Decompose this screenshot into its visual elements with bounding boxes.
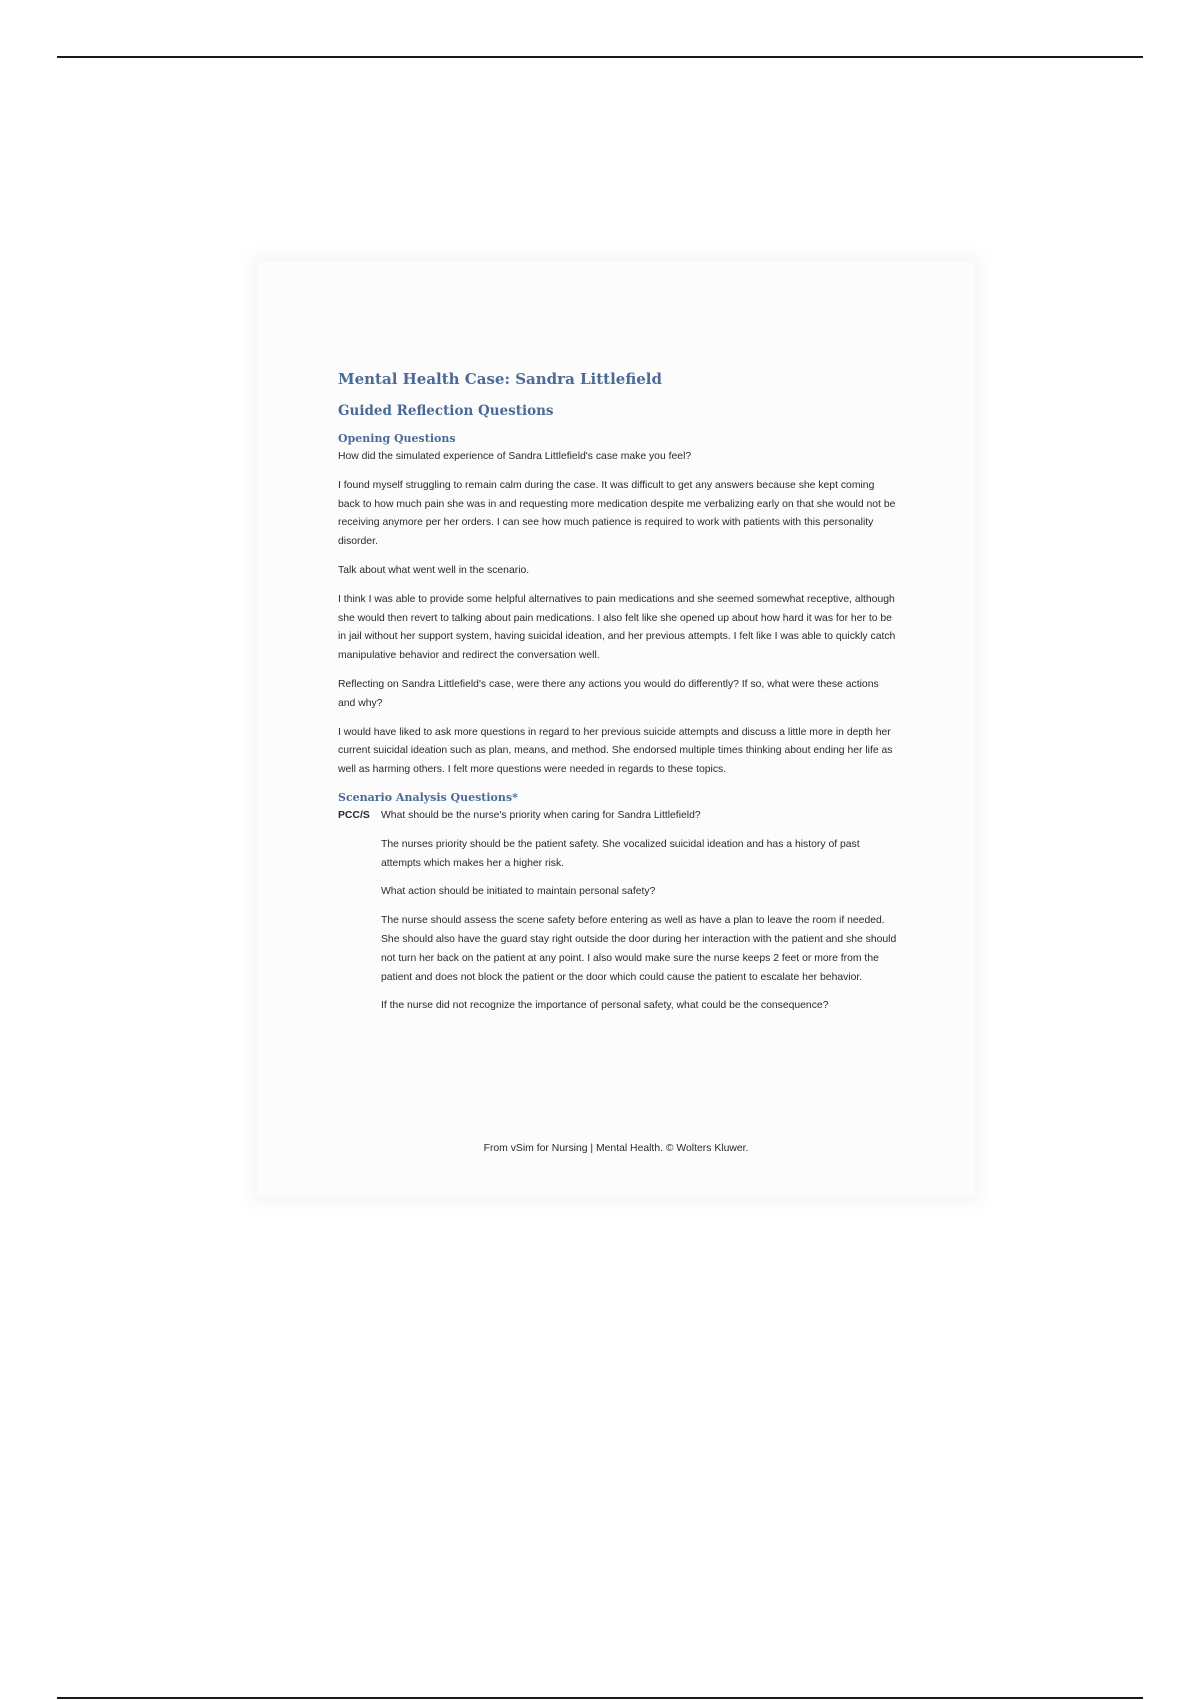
bottom-rule <box>57 1697 1143 1699</box>
opening-questions-heading: Opening Questions <box>338 432 456 445</box>
pcc-s-label: PCC/S <box>338 809 370 821</box>
scenario-question-1-row <box>338 807 898 826</box>
scenario-question-3: If the nurse did not recognize the importance of personal safety, what could be the consequence? <box>381 1000 829 1012</box>
opening-question-2: Talk about what went well in the scenario. <box>338 564 530 576</box>
scenario-analysis-heading: Scenario Analysis Questions* <box>338 790 518 804</box>
opening-answer-2: I think I was able to provide some helpful alternatives to pain medications and she seemed somewhat receptive, although she would then revert to talking about pain medications. I also felt like she opened up about how hard it was for her to be in jail without her support system, having suicidal ideation, and her previous attempts. I felt like I was able to quickly catch manipulative behavior and redirect the conversation well. <box>338 593 896 662</box>
document-title: Mental Health Case: Sandra Littlefield <box>338 370 662 388</box>
scenario-question-2: What action should be initiated to maintain personal safety? <box>381 886 656 898</box>
opening-answer-1: I found myself struggling to remain calm during the case. It was difficult to get any answers because she kept coming back to how much pain she was in and requesting more medication despite me verbalizing early on that she would not be receiving anymore per her orders. I can see how much patience is required to work with patients with this personality disorder. <box>338 479 896 548</box>
opening-question-3: Reflecting on Sandra Littlefield's case, were there any actions you would do differently? If so, what were these actions and why? <box>338 678 879 709</box>
document-footer: From vSim for Nursing | Mental Health. © Wolters Kluwer. <box>483 1143 749 1154</box>
document-subtitle: Guided Reflection Questions <box>338 403 554 419</box>
scenario-answer-2: The nurse should assess the scene safety before entering as well as have a plan to leave the room if needed. She should also have the guard stay right outside the door during her interaction with the patient and she should not turn her back on the patient at any point. I also would make sure the nurse keeps 2 feet or more from the patient and does not block the patient or the door which could cause the patient to escalate her behavior. <box>381 915 897 983</box>
document-content <box>338 368 898 1026</box>
top-rule <box>57 56 1143 58</box>
opening-answer-3: I would have liked to ask more questions in regard to her previous suicide attempts and discuss a little more in depth her current suicidal ideation such as plan, means, and method. She endorsed multiple times thinking about ending her life as well as harming others. I felt more questions were needed in regards to these topics. <box>338 726 893 776</box>
opening-question-1: How did the simulated experience of Sandra Littlefield's case make you feel? <box>338 451 692 462</box>
scenario-answer-1: The nurses priority should be the patient safety. She vocalized suicidal ideation and has a history of past attempts which makes her a higher risk. <box>381 838 860 869</box>
scenario-question-1: What should be the nurse's priority when caring for Sandra Littlefield? <box>381 809 701 821</box>
